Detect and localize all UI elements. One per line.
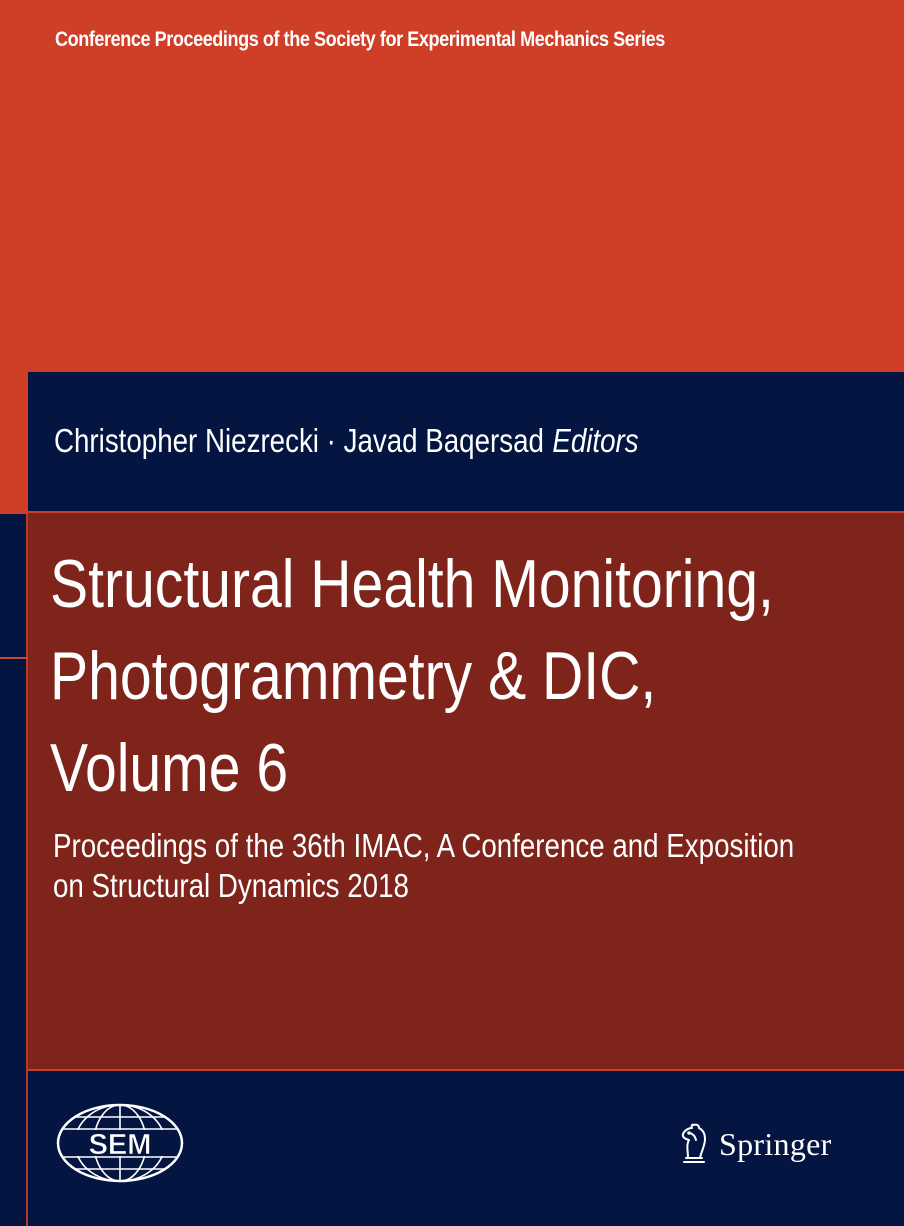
springer-horse-icon <box>675 1122 713 1166</box>
left-strip-orange <box>0 372 28 514</box>
book-title-line-3: Volume 6 <box>50 730 289 806</box>
book-title-line-1: Structural Health Monitoring, <box>50 546 774 622</box>
springer-logo <box>675 1122 832 1166</box>
editor-names: Christopher Niezrecki · Javad Baqersad <box>54 422 544 459</box>
sem-logo-text: SEM <box>88 1129 152 1161</box>
left-divider-tick <box>0 657 28 659</box>
book-subtitle-line-1: Proceedings of the 36th IMAC, A Conference and Exposition <box>53 827 795 864</box>
book-title <box>50 538 774 814</box>
editors-line <box>54 422 639 460</box>
left-strip-navy <box>0 514 28 1226</box>
book-subtitle <box>53 826 794 906</box>
sem-globe-logo <box>55 1103 185 1183</box>
book-subtitle-line-2: on Structural Dynamics 2018 <box>53 867 409 904</box>
top-orange-band <box>0 0 904 372</box>
editors-role: Editors <box>552 422 639 459</box>
book-title-line-2: Photogrammetry & DIC, <box>50 638 657 714</box>
series-title: Conference Proceedings of the Society for Experimental Mechanics Series <box>55 28 665 51</box>
publisher-name: Springer <box>719 1125 832 1162</box>
